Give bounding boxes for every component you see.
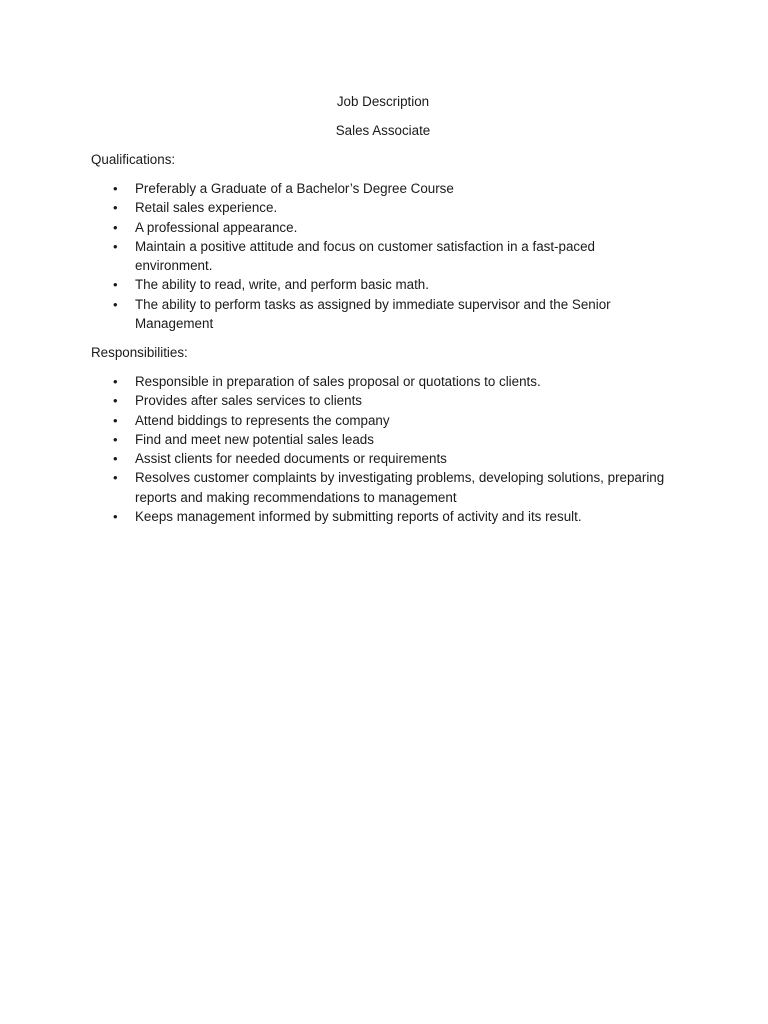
- list-item-text: Preferably a Graduate of a Bachelor’s Degree Course: [135, 180, 454, 196]
- bullet-icon: •: [113, 296, 118, 312]
- responsibilities-list: [91, 372, 691, 526]
- list-item-text: Keeps management informed by submitting reports of activity and its result.: [135, 509, 582, 525]
- qualifications-list: [91, 179, 691, 333]
- document-title: Job Description: [336, 94, 430, 109]
- list-item: [91, 468, 675, 507]
- list-item: [91, 275, 675, 294]
- list-item: [91, 198, 675, 217]
- list-item-text: Assist clients for needed documents or requirements: [135, 451, 447, 467]
- list-item: [91, 237, 675, 276]
- document-subtitle: Sales Associate: [335, 122, 431, 138]
- bullet-icon: •: [113, 509, 118, 525]
- bullet-icon: •: [113, 393, 118, 409]
- list-item: [91, 507, 675, 526]
- list-item: [91, 430, 675, 449]
- list-item-text: Retail sales experience.: [135, 200, 278, 216]
- list-item-text: Provides after sales services to clients: [135, 393, 362, 409]
- list-item-text: Find and meet new potential sales leads: [135, 431, 374, 447]
- bullet-icon: •: [113, 412, 118, 428]
- bullet-icon: •: [113, 219, 118, 235]
- document-body: [91, 92, 691, 536]
- list-item: [91, 179, 675, 198]
- list-item-text: A professional appearance.: [135, 219, 298, 235]
- list-item-text: Maintain a positive attitude and focus on customer satisfaction in a fast-paced environment.: [135, 238, 596, 274]
- qualifications-heading: Qualifications:: [91, 151, 176, 167]
- list-item: [91, 391, 675, 410]
- bullet-icon: •: [113, 374, 118, 389]
- list-item: [91, 411, 675, 430]
- list-item-text: Responsible in preparation of sales proposal or quotations to clients.: [135, 374, 541, 389]
- bullet-icon: •: [113, 277, 118, 293]
- list-item-text: The ability to read, write, and perform basic math.: [135, 277, 429, 293]
- bullet-icon: •: [113, 431, 118, 447]
- bullet-icon: •: [113, 451, 118, 467]
- list-item: [91, 218, 675, 237]
- bullet-icon: •: [113, 200, 118, 216]
- bullet-icon: •: [113, 180, 118, 196]
- list-item: [91, 295, 675, 334]
- bullet-icon: •: [113, 238, 118, 254]
- list-item: [91, 449, 675, 468]
- list-item: [91, 372, 675, 391]
- list-item-text: Resolves customer complaints by investigating problems, developing solutions, preparing reports and making recommendations to management: [135, 470, 665, 505]
- bullet-icon: •: [113, 470, 118, 486]
- responsibilities-heading: Responsibilities:: [91, 345, 188, 361]
- list-item-text: The ability to perform tasks as assigned by immediate supervisor and the Senior Management: [135, 296, 611, 332]
- list-item-text: Attend biddings to represents the company: [135, 412, 390, 428]
